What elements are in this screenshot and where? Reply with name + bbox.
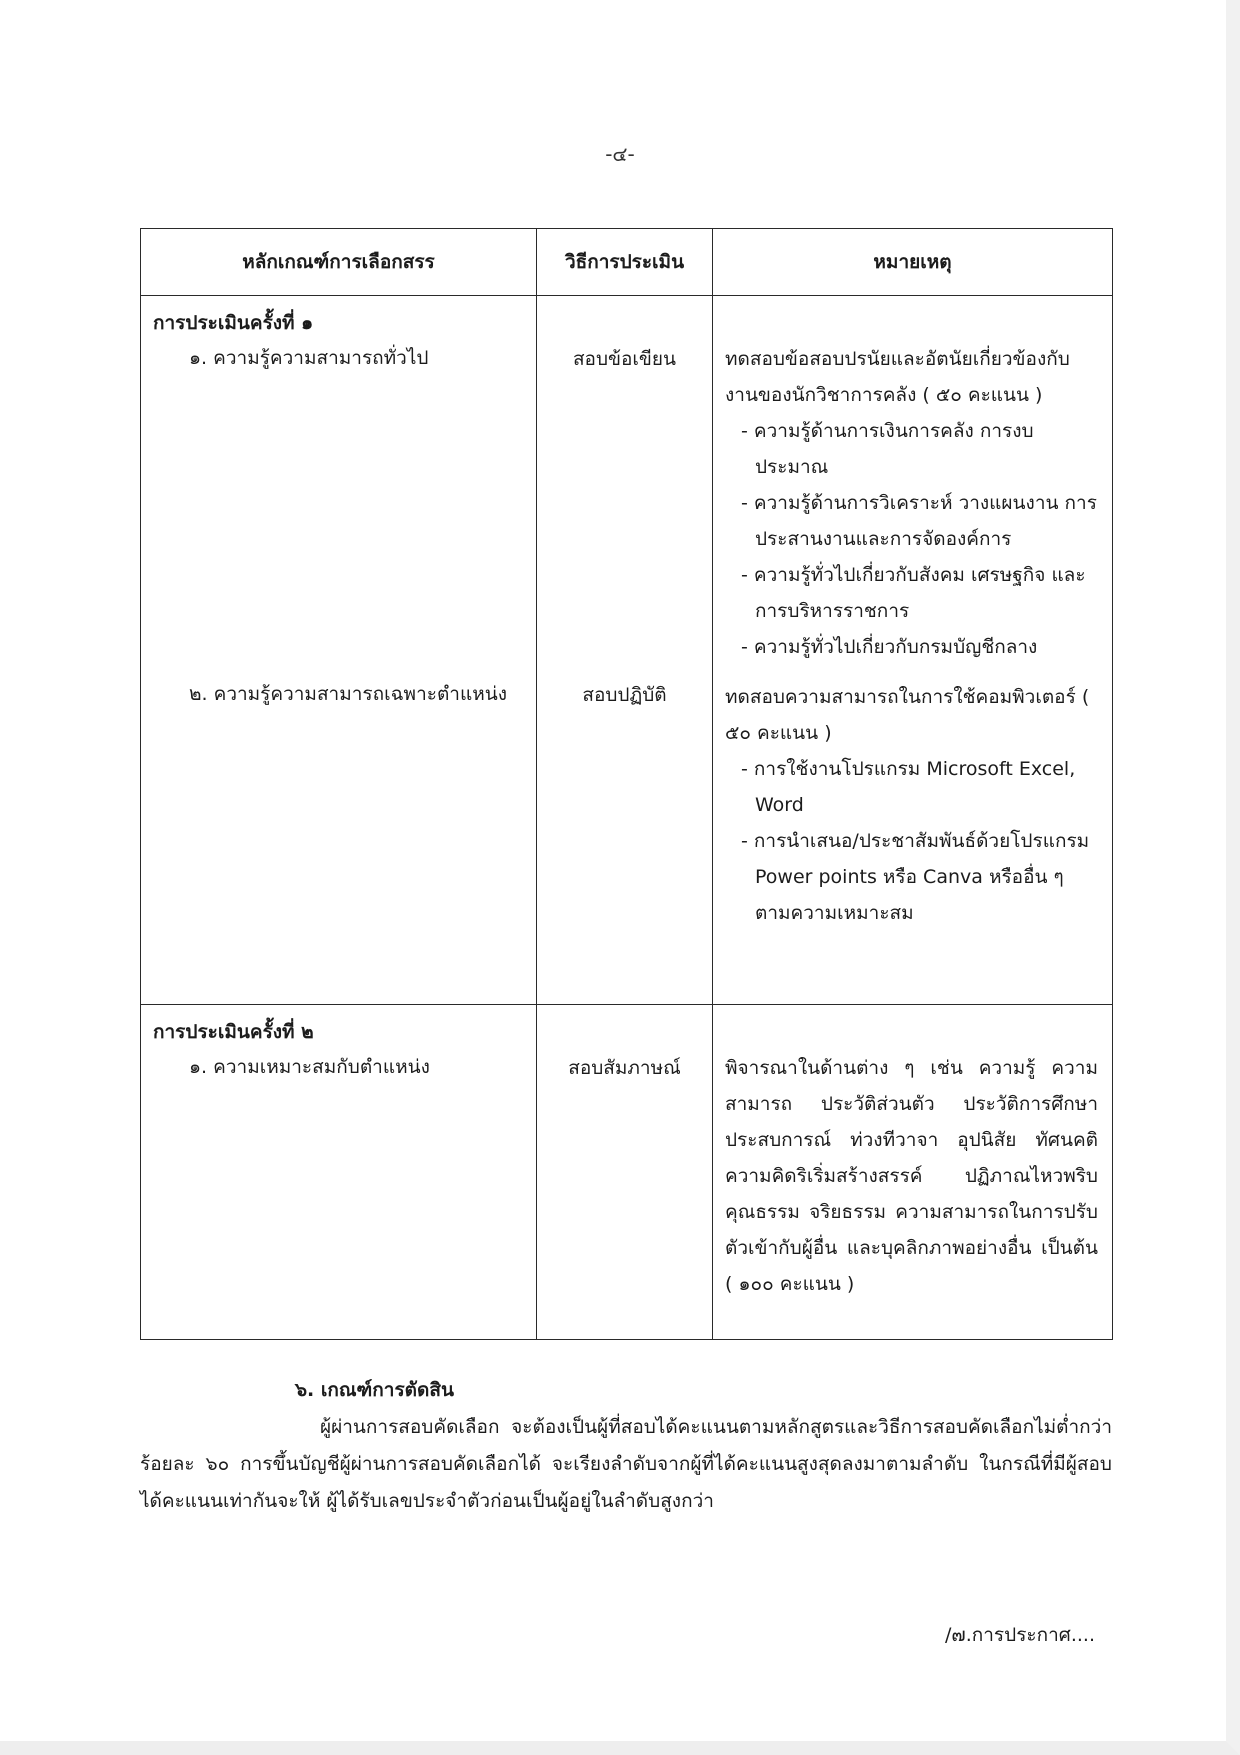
list-item: - ความรู้ทั่วไปเกี่ยวกับกรมบัญชีกลาง [741,636,1038,658]
section-body: ผู้ผ่านการสอบคัดเลือก จะต้องเป็นผู้ที่สอบได้คะแนนตามหลักสูตรและวิธีการสอบคัดเลือกไม่ต่ำกว่าร้อยละ ๖๐ การขึ้นบัญชีผู้ผ่านการสอบคัดเลือกได้ จะเรียงลำดับจากผู้ที่ได้คะแนนสูงสุดลงมาตามลำดับ ในกรณีที่มีผู้สอบได้คะแนนเท่ากันจะให้ ผู้ได้รับเลขประจำตัวก่อนเป็นผู้อยู่ในลำดับสูงกว่า [140,1416,1112,1512]
table-header-row [141,229,1113,296]
method-cell [537,296,713,1005]
criteria-item: ๒. ความรู้ความสามารถเฉพาะตำแหน่ง [189,683,507,705]
criteria-cell [141,296,537,1005]
header-method: วิธีการประเมิน [537,229,713,296]
criteria-cell [141,1005,537,1340]
criteria-item: ๑. ความเหมาะสมกับตำแหน่ง [189,1056,430,1078]
criteria-table [140,228,1113,1340]
criteria-item: ๑. ความรู้ความสามารถทั่วไป [189,347,429,369]
remarks-lead: ทดสอบข้อสอบปรนัยและอัตนัยเกี่ยวข้องกับงานของนักวิชาการคลัง ( ๕๐ คะแนน ) [725,348,1070,406]
remarks-cell [713,1005,1113,1340]
method-label: สอบสัมภาษณ์ [568,1057,681,1079]
header-criteria: หลักเกณฑ์การเลือกสรร [141,229,537,296]
remarks-list [725,751,1098,931]
list-item: - ความรู้ทั่วไปเกี่ยวกับสังคม เศรษฐกิจ และการบริหารราชการ [741,564,1086,622]
remarks-block [713,679,1112,931]
table-row-assessment-1 [141,296,1113,1005]
method-cell [537,1005,713,1340]
section-heading: ๖. เกณฑ์การตัดสิน [295,1379,454,1401]
table-row-assessment-2 [141,1005,1113,1340]
list-item: - การใช้งานโปรแกรม Microsoft Excel, Word [741,758,1076,816]
method-label: สอบปฏิบัติ [582,684,667,706]
method-label: สอบข้อเขียน [572,348,677,370]
section-title: การประเมินครั้งที่ ๒ [153,1021,314,1043]
page-number: -๔- [605,142,635,166]
header-remarks: หมายเหตุ [713,229,1113,296]
list-item: - ความรู้ด้านการเงินการคลัง การงบประมาณ [741,420,1034,478]
continuation-note: /๗.การประกาศ.... [945,1624,1095,1646]
remarks-cell [713,296,1113,1005]
list-item: - การนำเสนอ/ประชาสัมพันธ์ด้วยโปรแกรม Power points หรือ Canva หรืออื่น ๆ ตามความเหมาะสม [741,830,1090,924]
section-title: การประเมินครั้งที่ ๑ [153,312,314,334]
section-6 [140,1372,1112,1520]
list-item: - ความรู้ด้านการวิเคราะห์ วางแผนงาน การประสานงานและการจัดองค์การ [741,492,1097,550]
remarks-list [725,413,1098,665]
remarks-lead: ทดสอบความสามารถในการใช้คอมพิวเตอร์ ( ๕๐ คะแนน ) [725,686,1090,744]
remarks-text: พิจารณาในด้านต่าง ๆ เช่น ความรู้ ความสามารถ ประวัติส่วนตัว ประวัติการศึกษา ประสบการณ์ ท่วงทีวาจา อุปนิสัย ทัศนคติ ความคิดริเริ่มสร้างสรรค์ ปฏิภาณไหวพริบคุณธรรม จริยธรรม ความสามารถในการปรับตัวเข้ากับผู้อื่น และบุคลิกภาพอย่างอื่น เป็นต้น ( ๑๐๐ คะแนน ) [725,1057,1098,1295]
remarks-block [713,296,1112,665]
